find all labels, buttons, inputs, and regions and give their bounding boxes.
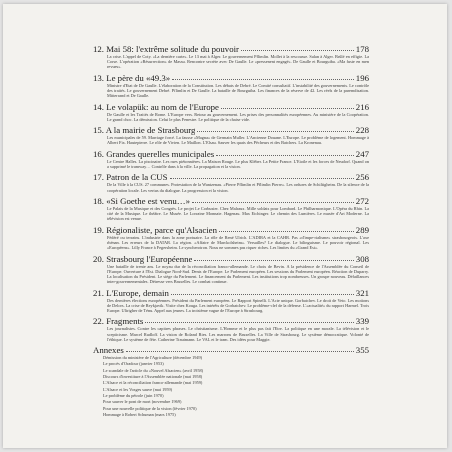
dot-leader (170, 178, 354, 179)
dot-leader (197, 131, 353, 132)
toc-entry (93, 102, 369, 122)
chapter-title: 18. «Si Goethe est venu…» (93, 195, 190, 206)
annex-item: L'Alsace et la réconciliation franco-allemande (mai 1959) (103, 380, 203, 386)
page-number: 321 (355, 287, 369, 298)
annex-item: Le scandale de l'article du «Nouvel Alsacien» (avril 1958) (103, 367, 204, 373)
annex-item: Pour sauver le pont de mort (novembre 1969) (103, 399, 182, 405)
dot-leader (194, 260, 353, 261)
chapter-title: 15. A la mairie de Strasbourg (93, 125, 196, 136)
chapter-title: 12. Mai 58: l'extrême solitude du pouvoir (93, 44, 239, 54)
toc-entry (93, 149, 369, 169)
page-number: 272 (355, 195, 369, 206)
annex-item: Pour une nouvelle politique de la vision (février 1970) (103, 405, 197, 411)
chapter-summary: Ministre d'Etat de De Gaulle. L'élaboration de la Constitution. Les débats de Debré. Le Comité consultatif. L'instabilité des gouvernements. Le contrôle des traités. Le gouvernement Debré. Pflimlin et De Gaulle. La bataille de Bourguiba. Les finances de la réserve de 42. Les réels de la paremdisation. Mitterrand et De Gaulle. (107, 82, 369, 99)
annex-item: Le problème du pétrole (juin 1970) (103, 392, 164, 398)
chapter-summary: Les municipales de 59. Marriage forcé. La fausse «Magna» de Germain Muller. L'Ancienne Douane. L'Europe. Le problème de logement. Hommage à Albert Fix. Hautepierre. Le rôle de Vivien. Le Maillon. L'Elsau. Sauver les quais des Pêcheurs et des Batchers. La Kronenau. (107, 135, 369, 146)
chapter-summary: Les journalistes. Contre les capitres phrases. Le christianisme. L'Homme et le plus pas fait l'Etre. La politique en une morale. La télévision et le scepticisme. Marcel Rudloff. La vision de Roland Ries. Les marrons de Bruxelles. La Ville de Strasbourg. Le système démocratique. Volonté de l'éthique. Le système de fête. Catherine Trautmann. Le VAL et le tram. Des idées pour Maggie. (107, 326, 369, 342)
annex-item: Le procès d'Oradour (janvier 1953) (103, 361, 164, 367)
dot-leader (192, 202, 354, 203)
toc-entry (93, 288, 369, 314)
chapter-title: 21. L'Europe, demain (93, 287, 169, 298)
dot-leader (171, 294, 354, 295)
page-number: 196 (355, 72, 369, 83)
chapter-title: 22. Fragments (93, 316, 144, 327)
chapter-title: 16. Grandes querelles municipales (93, 148, 215, 159)
page-number: 308 (355, 253, 369, 264)
page-number: 355 (355, 345, 369, 356)
page-number: 216 (355, 101, 369, 112)
table-of-contents (93, 44, 369, 421)
toc-entry (93, 196, 369, 222)
page-number: 289 (355, 224, 369, 235)
dot-leader (172, 79, 354, 80)
toc-entry (93, 172, 369, 192)
dot-leader (145, 322, 353, 323)
annex-item: Démission du ministère de l'Agriculture (décembre 1949) (103, 355, 203, 361)
chapter-summary: Le Palais de la Musique et des Congrès. Le projet Le Corbusier. Chez Malraux. Mille soldats pour Lombard. Le Philharmonique. L'Opéra du Rhin. La cité de la Musique. Le théâtre. Le Musée. Le Lorraine Monnaie. Hagenau. Max Eichinger. Le chemin des Lumières. Le musée d'Art Moderne. La télévision est venue. (107, 205, 369, 222)
book-page (3, 4, 447, 448)
dot-leader (126, 351, 354, 352)
annex-item: L'Alsace et les Vosges sauve (mai 1959) (103, 386, 173, 392)
dot-leader (221, 108, 354, 109)
chapter-summary: De Gaulle et les Traités de Rome. L'Europe vers. Retour au gouvernement. Les prises des personnalités européennes. Au ministère de la Coopération. Le grand choc. La démission. Celui le plus Fenestre. Le politique de la chaise vide. (107, 111, 369, 122)
chapter-title: 17. Patron de la CUS (93, 172, 168, 183)
page-number: 247 (355, 148, 369, 159)
annex-item: Hommage à Robert Schuman (mars 1975) (103, 411, 176, 417)
chapter-summary: Le Centre Halles. La piscinaire. Les rues piétonnières. La Maison Rouge. Le plus Kléber. La Petite France. L'Etoile et les forces de Neudorf. Quand on a supprimé le tramway… Contrôle dans à la ville. La propagation et la vision. (107, 158, 369, 169)
dot-leader (216, 155, 354, 156)
chapter-summary: La crise. L'appel de Coty. «La dernière carte». Le 13 mai à Alger. Le gouvernement Pflimlin. Mollet à la rescousse. Salan à Alger. Brûlé en effigie. La Corse. L'opération «Résurrection» de Massu. Rencontre secrète avec De Gaulle. Le «pressenent engagé». De Gaulle et Bourguiba. «Ma fuste en men revues». (107, 54, 369, 70)
toc-entry (93, 225, 369, 251)
dot-leader (241, 50, 354, 51)
toc-entry (93, 254, 369, 285)
chapter-title: 13. Le père du «49.3» (93, 72, 171, 83)
page-number: 178 (355, 44, 369, 54)
toc-entry-annexes (93, 345, 369, 418)
toc-entry (93, 44, 369, 70)
chapter-title: 20. Strasbourg l'Européenne (93, 253, 193, 264)
page-number: 256 (355, 172, 369, 183)
toc-entry (93, 316, 369, 342)
chapter-summary: Une bataille de trente ans. Le noyau dur de la réconciliation franco-allemande. Le choix de Bevin. A la présidence de l'Assemblée du Conseil de l'Europe. Ouverture à l'Est. Dialogue Nord-Sud. Dents de l'Europe. Le Parlement européen. Les sessions du Parlement européen. Réaction de Duparry. La localisation du Président. Le siège du Parlement. Le financement du Parlement. Les institutions trop nombreuses. Un groupe nouveau. Défaillances inter-gouvernementales. Détresse vers Bruxelles. Le combat continue. (107, 263, 369, 285)
toc-entry (93, 73, 369, 99)
chapter-title: 19. Régionaliste, parce qu'Alsacien (93, 224, 217, 235)
chapter-summary: Des dernières élections européennes. Président du Parlement européen. Le Rapport Spinelli. L'Acte unique. Gorbatchev. Le droit de Veto. Les motions de Delors. La crise de Reykjavik. Visite chez Kouga. Les intérêts de Gorbatchev. Le problème-clef de la défense. L'«actualité» du rapport Harmel. Trois Europe. Ulirigher de Ténu. Appel aux jeunes. La troisième vague de l'Europe à Strasbourg. (107, 297, 369, 313)
page-number: 339 (355, 316, 369, 327)
dot-leader (219, 231, 354, 232)
annex-list (93, 355, 369, 418)
chapter-summary: Fédéré ou terrains. L'industrie dans la zone portuaire. La rôle de René Ulrich. L'ADIRA et la CAHR. Pas «d'impe-rialisme» strasbourgeois. L'axe rhénan. Les erreurs de la DATAR. La région. «Affaire de Marckolsheim». Versailles? Le dialogue. Le bilinguisme. Le pouvoir régional. Les «Européens». Lilly France à Fegersheim. Le syncherotron. Nous ne sommes pas riquer riches. Les limites du «Grand Est». (107, 234, 369, 251)
annex-item: Discours d'investiture à l'Assemblée nationale (mai 1958) (103, 374, 203, 380)
toc-entry (93, 125, 369, 145)
chapter-title: 14. Le volapük: au nom de l'Europe (93, 101, 219, 112)
page-number: 228 (355, 125, 369, 136)
chapter-summary: De la Ville à la CUS. 27 communes. Protestation de la Wantzenau. «Pierre Pflimlin et Pflimlin Pierre». Les ordures de Schiltigheim. De la silence de la coopération locale. Les vertus du dialogue. La progression et la vision. (107, 182, 369, 193)
chapter-title: Annexes (93, 345, 124, 356)
